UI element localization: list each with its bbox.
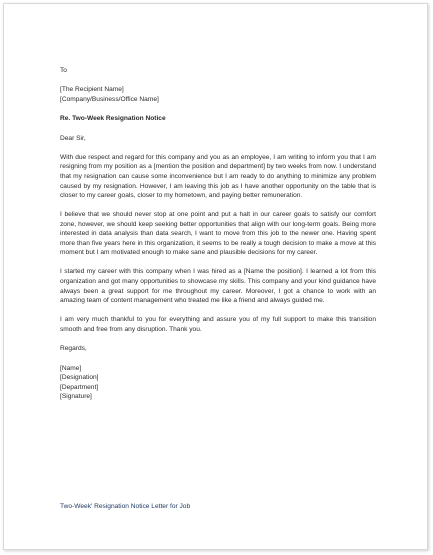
spacer	[60, 334, 376, 344]
footer-caption: Two-Week' Resignation Notice Letter for Job	[60, 503, 191, 510]
document-page	[3, 3, 428, 550]
letter-body	[60, 66, 376, 402]
paragraph-3: I started my career with this company when I was hired as a [Name the position]. I learned a lot from this organization and got many opportunities to showcase my skills. This company and your kind guidance have always been a great support for me throughout my career. Moreover, I got a chance to work with an amazing team of content management who treated me like a friend and always guided me.	[60, 268, 376, 305]
signature-department: [Department]	[60, 383, 99, 391]
spacer	[60, 201, 376, 210]
paragraph-2: I believe that we should never stop at one point and put a halt in our career goals to satisfy our comfort zone, however, we should keep seeking better opportunities that align with our long-term goals. Being more interested in data analysis than data search, I want to move from this job to the newer one. Having spent more than five years here in this organization, it seems to be really a tough decision to make a move at this moment but I am motivated enough to make sane and plausible decisions for my career.	[60, 211, 376, 257]
to-label: To	[60, 67, 67, 74]
spacer	[60, 76, 376, 86]
spacer	[60, 258, 376, 267]
spacer	[60, 306, 376, 315]
recipient-company: [Company/Business/Office Name]	[60, 95, 159, 103]
spacer	[60, 143, 376, 152]
closing: Regards,	[60, 345, 87, 353]
spacer	[60, 354, 376, 364]
signature-placeholder: [Signature]	[60, 393, 92, 401]
spacer	[60, 124, 376, 134]
subject-line: Re. Two-Week Resignation Notice	[60, 115, 166, 123]
spacer	[60, 105, 376, 115]
paragraph-4: I am very much thankful to you for everything and assure you of my full support to make this transition smooth and free from any disruption. Thank you.	[60, 316, 376, 333]
signature-name: [Name]	[60, 364, 82, 372]
signature-designation: [Designation]	[60, 374, 99, 382]
salutation: Dear Sir,	[60, 134, 86, 142]
paragraph-1: With due respect and regard for this company and you as an employee, I am writing to inform you that I am resigning from my position as a [mention the position and department] by two weeks from now. I understand that my resignation can cause some inconvenience but I am ready to do anything to minimize any problem caused by my resignation. However, I am leaving this job as I have another opportunity on the table that is closer to my career goals, closer to my hometown, and paying better remuneration.	[60, 153, 376, 200]
recipient-name: [The Recipient Name]	[60, 86, 124, 94]
